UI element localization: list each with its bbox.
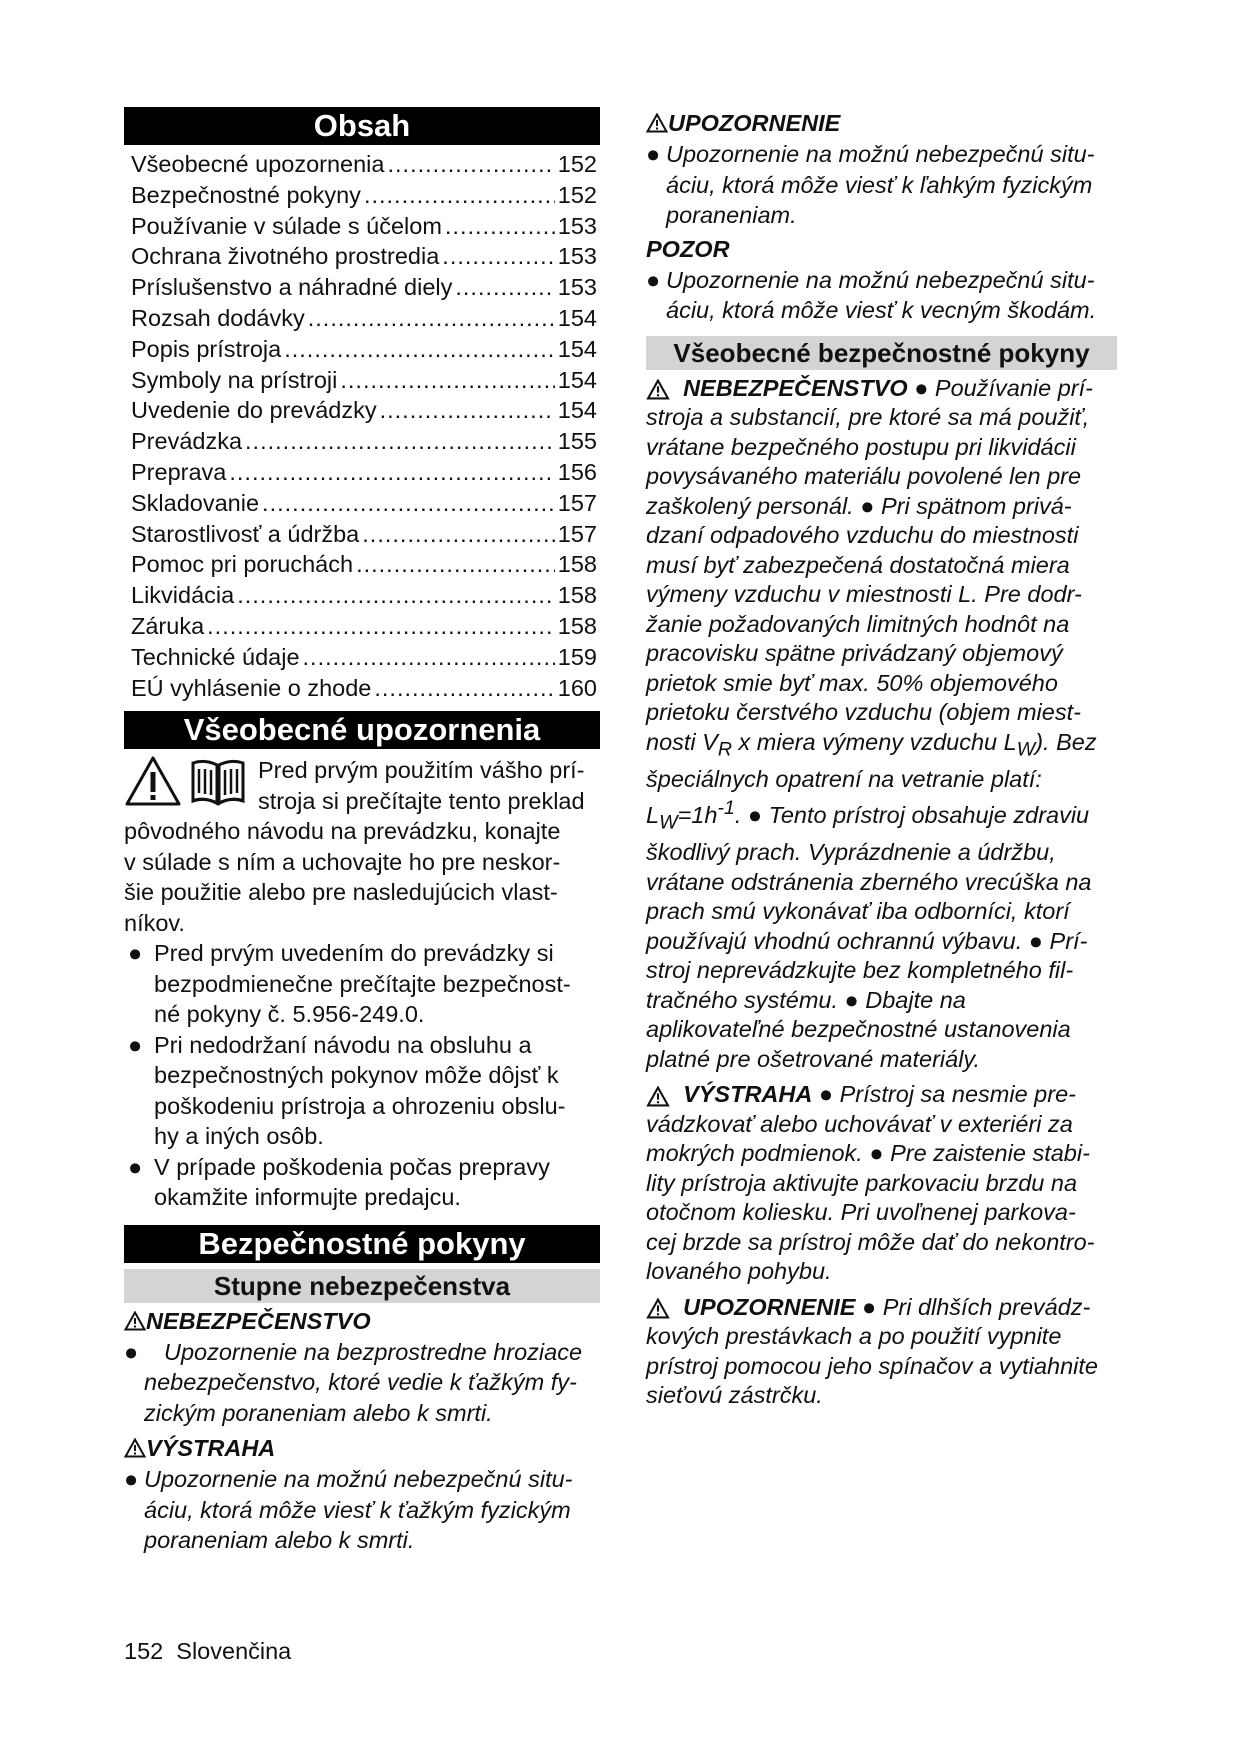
formula-line: nosti $V_R$ x miera výmeny vzduchu $L_W$). Bez bbox=[646, 728, 1097, 761]
toc-entry[interactable] bbox=[131, 334, 597, 365]
hazard-line: Upozornenie na možnú nebezpečnú situ- bbox=[666, 266, 1095, 293]
paragraph-line: sieťovú zástrčku. bbox=[646, 1382, 823, 1409]
bullet-line: bezpodmienečne prečítajte bezpečnost- bbox=[154, 970, 571, 997]
toc-leader-dots bbox=[442, 241, 554, 272]
toc-entry-page: 157 bbox=[557, 520, 597, 547]
toc-entry[interactable] bbox=[131, 580, 597, 611]
toc-leader-dots bbox=[340, 365, 554, 396]
intro-line: Pred prvým použitím vášho prí- bbox=[258, 757, 585, 784]
intro-line: pôvodného návodu na prevádzku, konajte bbox=[124, 818, 561, 845]
table-of-contents bbox=[124, 149, 600, 703]
hazard-line: poraneniam alebo k smrti. bbox=[144, 1527, 415, 1554]
toc-leader-dots bbox=[374, 673, 554, 704]
paragraph-line: Prístroj sa nesmie pre- bbox=[839, 1081, 1076, 1108]
general-safety-heading: Všeobecné bezpečnostné pokyny bbox=[646, 336, 1117, 370]
right-column bbox=[646, 107, 1124, 1411]
warning-triangle-icon bbox=[646, 113, 668, 133]
hazard-line: Upozornenie na možnú nebezpečnú situ- bbox=[666, 141, 1095, 167]
toc-leader-dots bbox=[207, 611, 555, 642]
toc-entry-page: 155 bbox=[557, 428, 597, 455]
toc-entry[interactable] bbox=[131, 303, 597, 334]
toc-entry-title: Všeobecné upozornenia bbox=[131, 151, 385, 177]
list-item bbox=[124, 938, 600, 1030]
paragraph-line: zaškolený personál. ● Pri spätnom privá- bbox=[646, 492, 1072, 519]
bullet-line: okamžite informujte predajcu. bbox=[154, 1184, 461, 1211]
toc-entry[interactable] bbox=[131, 549, 597, 580]
toc-leader-dots bbox=[387, 149, 554, 180]
intro-line: níkov. bbox=[124, 909, 185, 936]
bullet-icon: ● bbox=[818, 1081, 834, 1108]
hazard-label: VÝSTRAHA bbox=[146, 1435, 276, 1462]
paragraph-line: mokrých podmienok. ● Pre zaistenie stabi- bbox=[646, 1140, 1090, 1167]
toc-entry-title: EÚ vyhlásenie o zhode bbox=[131, 674, 372, 701]
toc-entry-page: 152 bbox=[557, 181, 597, 208]
toc-entry-page: 158 bbox=[557, 582, 597, 609]
paragraph-line: dzaní odpadového vzduchu do miestnosti bbox=[646, 522, 1079, 548]
paragraph-line: aplikovateľné bezpečnostné ustanovenia bbox=[646, 1016, 1071, 1043]
toc-entry-title: Príslušenstvo a náhradné diely bbox=[131, 274, 453, 301]
safety-instructions-heading: Bezpečnostné pokyny bbox=[124, 1225, 600, 1263]
toc-leader-dots bbox=[284, 334, 555, 365]
caution-label: UPOZORNENIE bbox=[683, 1293, 856, 1320]
hazard-level-warning bbox=[124, 1432, 600, 1556]
paragraph-line: vrátane bezpečného postupu pri likvidácii bbox=[646, 433, 1076, 460]
bullet-line: poškodeniu prístroja a ohrozeniu obslu- bbox=[154, 1092, 566, 1119]
toc-entry-title: Symboly na prístroji bbox=[131, 366, 338, 393]
hazard-level-danger bbox=[124, 1305, 600, 1429]
list-item bbox=[646, 265, 1124, 326]
hazard-line: áciu, ktorá môže viesť k ľahkým fyzickým bbox=[666, 171, 1093, 198]
toc-entry-title: Bezpečnostné pokyny bbox=[131, 181, 361, 208]
toc-entry-title: Likvidácia bbox=[131, 582, 235, 609]
toc-entry[interactable] bbox=[131, 642, 597, 673]
paragraph-line: prietok smie byť max. 50% objemového bbox=[646, 669, 1058, 696]
toc-entry[interactable] bbox=[131, 457, 597, 488]
intro-line: v súlade s ním a uchovajte ho pre neskor- bbox=[124, 848, 561, 875]
toc-entry-title: Prevádzka bbox=[131, 428, 243, 455]
toc-entry-title: Uvedenie do prevádzky bbox=[131, 397, 377, 424]
general-notes-heading: Všeobecné upozornenia bbox=[124, 711, 600, 749]
list-item bbox=[124, 1337, 600, 1429]
list-item bbox=[124, 1030, 600, 1152]
general-notes-bullets bbox=[124, 938, 600, 1213]
general-notes-intro bbox=[124, 755, 600, 938]
toc-entry[interactable] bbox=[131, 426, 597, 457]
paragraph-line: musí byť zabezpečená dostatočná miera bbox=[646, 551, 1070, 578]
intro-icons bbox=[124, 755, 256, 811]
toc-entry-page: 154 bbox=[557, 335, 597, 362]
toc-entry-page: 152 bbox=[557, 151, 597, 177]
bullet-line: né pokyny č. 5.956-249.0. bbox=[154, 1001, 425, 1028]
paragraph-line: prístroj pomocou jeho spínačov a vytiahnite bbox=[646, 1352, 1098, 1379]
toc-leader-dots bbox=[380, 395, 555, 426]
toc-entry-page: 153 bbox=[557, 212, 597, 239]
hazard-line: Upozornenie na bezprostredne hroziace bbox=[164, 1338, 583, 1365]
bullet-line: V prípade poškodenia počas prepravy bbox=[154, 1153, 550, 1180]
toc-entry[interactable] bbox=[131, 149, 597, 180]
paragraph-line: výmeny vzduchu v miestnosti L. Pre dodr- bbox=[646, 581, 1082, 607]
list-item bbox=[124, 1152, 600, 1213]
toc-entry-page: 159 bbox=[557, 643, 597, 670]
toc-leader-dots bbox=[455, 272, 554, 303]
hazard-line: poraneniam. bbox=[666, 202, 797, 228]
hazard-label: UPOZORNENIE bbox=[668, 110, 841, 136]
bullet-line: bezpečnostných pokynov môže dôjsť k bbox=[154, 1062, 559, 1089]
list-item bbox=[646, 139, 1124, 231]
intro-line: stroja si prečítajte tento preklad bbox=[258, 787, 585, 814]
hazard-label: NEBEZPEČENSTVO bbox=[146, 1307, 371, 1334]
danger-label: NEBEZPEČENSTVO bbox=[683, 374, 908, 401]
toc-entry-title: Pomoc pri poruchách bbox=[131, 551, 354, 578]
toc-entry-page: 153 bbox=[557, 243, 597, 270]
footer-language: Slovenčina bbox=[176, 1638, 292, 1664]
hazard-line: nebezpečenstvo, ktoré vedie k ťažkým fy- bbox=[144, 1369, 577, 1396]
bullet-icon: ● bbox=[124, 1466, 139, 1493]
manual-book-icon bbox=[190, 755, 246, 807]
toc-entry-title: Skladovanie bbox=[131, 489, 260, 516]
toc-entry-page: 158 bbox=[557, 612, 597, 639]
bullet-line: hy a iných osôb. bbox=[154, 1123, 324, 1150]
hazard-line: Upozornenie na možnú nebezpečnú situ- bbox=[144, 1466, 573, 1493]
paragraph-line: stroj neprevádzkujte bez kompletného fil- bbox=[646, 957, 1074, 984]
paragraph-line: cej brzde sa prístroj môže dať do nekontro- bbox=[646, 1228, 1095, 1255]
toc-entry-page: 156 bbox=[557, 458, 597, 485]
paragraph-line: povysávaného materiálu povolené len pre bbox=[646, 463, 1082, 489]
toc-entry[interactable] bbox=[131, 272, 597, 303]
bullet-icon: ● bbox=[646, 141, 661, 167]
toc-entry[interactable] bbox=[131, 211, 597, 242]
bullet-line: Pred prvým uvedením do prevádzky si bbox=[154, 940, 554, 967]
paragraph-line: prach smú vykonávať iba odborníci, ktorí bbox=[646, 898, 1070, 925]
paragraph-line: žanie požadovaných limitných hodnôt na bbox=[646, 610, 1070, 637]
toc-entry[interactable] bbox=[131, 180, 597, 211]
toc-entry[interactable] bbox=[131, 611, 597, 642]
toc-entry-title: Používanie v súlade s účelom bbox=[131, 212, 442, 239]
paragraph-line: škodlivý prach. Vyprázdnenie a údržbu, bbox=[646, 839, 1056, 866]
toc-entry-page: 160 bbox=[557, 674, 597, 701]
danger-paragraph bbox=[646, 374, 1124, 1075]
caution-paragraph bbox=[646, 1293, 1124, 1411]
warning-triangle-icon bbox=[646, 379, 670, 400]
left-column bbox=[124, 107, 600, 1556]
warning-triangle-icon bbox=[646, 1298, 670, 1319]
paragraph-line: vádzkovať alebo uchovávať v exteriéri za bbox=[646, 1110, 1073, 1137]
toc-entry-page: 154 bbox=[557, 397, 597, 424]
hazard-level-attention bbox=[646, 233, 1124, 326]
toc-entry-page: 154 bbox=[557, 366, 597, 393]
paragraph-line: vrátane odstránenia zberného vrecúška na bbox=[646, 868, 1092, 895]
warning-triangle-icon bbox=[124, 1311, 146, 1331]
toc-leader-dots bbox=[237, 580, 555, 611]
bullet-icon: ● bbox=[861, 1293, 877, 1320]
toc-entry-title: Preprava bbox=[131, 458, 227, 485]
paragraph-line: stroja a substancií, pre ktoré sa má použiť, bbox=[646, 404, 1090, 430]
toc-entry[interactable] bbox=[131, 673, 597, 704]
paragraph-line: tračného systému. ● Dbajte na bbox=[646, 986, 966, 1013]
toc-leader-dots bbox=[362, 519, 555, 550]
paragraph-line: používajú vhodnú ochrannú výbavu. ● Prí- bbox=[646, 927, 1088, 954]
toc-leader-dots bbox=[303, 642, 555, 673]
page-footer bbox=[124, 1638, 291, 1665]
warning-triangle-icon bbox=[646, 1086, 670, 1107]
toc-entry[interactable] bbox=[131, 488, 597, 519]
paragraph-line: Používanie prí- bbox=[934, 374, 1093, 401]
page-number: 152 bbox=[124, 1638, 164, 1664]
paragraph-line: prietoku čerstvého vzduchu (objem miest- bbox=[646, 699, 1081, 725]
toc-entry-title: Starostlivosť a údržba bbox=[131, 520, 360, 547]
toc-entry-page: 157 bbox=[557, 489, 597, 516]
toc-entry-title: Ochrana životného prostredia bbox=[131, 243, 440, 270]
bullet-icon: ● bbox=[914, 374, 929, 401]
warning-label: VÝSTRAHA bbox=[683, 1081, 813, 1108]
toc-entry-title: Záruka bbox=[131, 612, 205, 639]
hazard-levels-subheading: Stupne nebezpečenstva bbox=[124, 1269, 600, 1303]
warning-triangle-icon bbox=[124, 755, 182, 807]
paragraph-line: otočnom koliesku. Pri uvoľnenej parkova- bbox=[646, 1199, 1076, 1226]
bullet-icon: ● bbox=[646, 266, 661, 293]
toc-entry[interactable] bbox=[131, 395, 597, 426]
hazard-line: zickým poraneniam alebo k smrti. bbox=[144, 1399, 493, 1426]
toc-leader-dots bbox=[445, 211, 555, 242]
hazard-line: áciu, ktorá môže viesť k vecným škodám. bbox=[666, 297, 1097, 323]
paragraph-line: kových prestávkach a po použití vypnite bbox=[646, 1323, 1062, 1350]
toc-leader-dots bbox=[308, 303, 555, 334]
intro-line: šie použitie alebo pre nasledujúcich vlast- bbox=[124, 879, 558, 906]
paragraph-line: lovaného pohybu. bbox=[646, 1258, 832, 1285]
paragraph-line: špeciálnych opatrení na vetranie platí: bbox=[646, 765, 1042, 792]
toc-leader-dots bbox=[262, 488, 555, 519]
toc-entry[interactable] bbox=[131, 241, 597, 272]
toc-entry-page: 153 bbox=[557, 274, 597, 301]
warning-triangle-icon bbox=[124, 1438, 146, 1458]
paragraph-line: lity prístroja aktivujte parkovaciu brzdu na bbox=[646, 1169, 1078, 1196]
toc-entry-title: Rozsah dodávky bbox=[131, 304, 305, 331]
toc-entry-title: Technické údaje bbox=[131, 643, 300, 670]
bullet-icon: ● bbox=[128, 1031, 143, 1058]
paragraph-line: Pri dlhších prevádz- bbox=[882, 1293, 1091, 1320]
hazard-label: POZOR bbox=[646, 235, 730, 262]
hazard-level-caution bbox=[646, 107, 1124, 231]
toc-entry-page: 158 bbox=[557, 551, 597, 578]
warning-paragraph bbox=[646, 1080, 1124, 1287]
toc-entry-page: 154 bbox=[557, 304, 597, 331]
paragraph-line: platné pre ošetrované materiály. bbox=[646, 1045, 980, 1072]
toc-entry[interactable] bbox=[131, 519, 597, 550]
paragraph-line: pracovisku spätne privádzaný objemový bbox=[646, 640, 1063, 666]
toc-heading: Obsah bbox=[124, 107, 600, 145]
list-item bbox=[124, 1464, 600, 1556]
bullet-icon: ● bbox=[124, 1338, 139, 1365]
bullet-icon: ● bbox=[128, 940, 143, 967]
toc-entry-title: Popis prístroja bbox=[131, 335, 282, 362]
bullet-line: Pri nedodržaní návodu na obsluhu a bbox=[154, 1031, 532, 1058]
toc-leader-dots bbox=[356, 549, 555, 580]
toc-leader-dots bbox=[245, 426, 555, 457]
hazard-line: áciu, ktorá môže viesť k ťažkým fyzickým bbox=[144, 1496, 571, 1523]
toc-leader-dots bbox=[229, 457, 554, 488]
toc-leader-dots bbox=[364, 180, 555, 211]
bullet-icon: ● bbox=[128, 1153, 143, 1180]
toc-entry[interactable] bbox=[131, 365, 597, 396]
formula-line: $L_W=1h^{-1}$. ● Tento prístroj obsahuje zdraviu bbox=[646, 797, 1090, 834]
